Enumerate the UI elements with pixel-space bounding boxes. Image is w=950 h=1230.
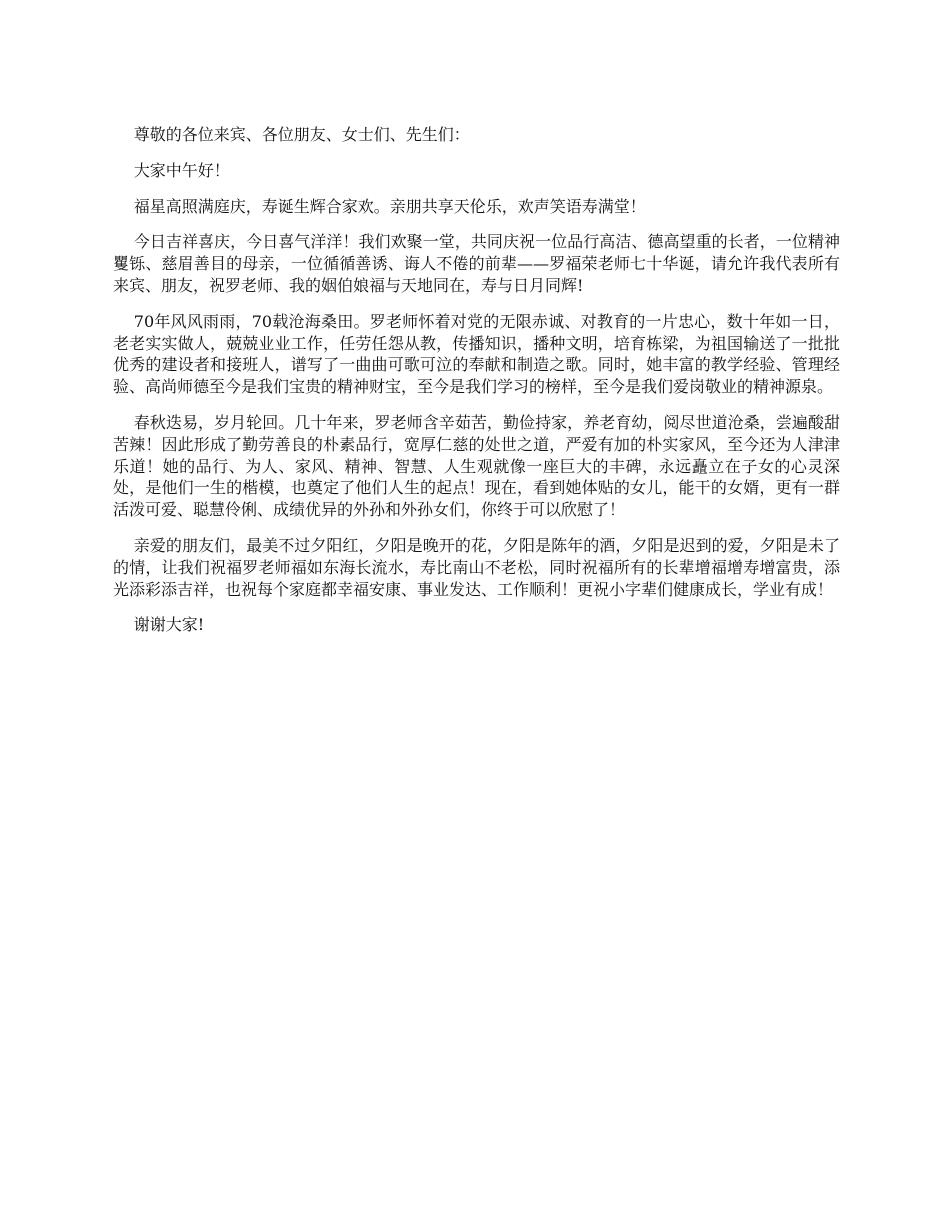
document-page: [113, 124, 840, 650]
salutation: 尊敬的各位来宾、各位朋友、女士们、先生们：: [133, 125, 470, 144]
body-paragraph: 亲爱的朋友们，最美不过夕阳红，夕阳是晚开的花，夕阳是陈年的酒，夕阳是迟到的爱，夕阳是未了的情，让我们祝福罗老师福如东海长流水，寿比南山不老松，同时祝福所有的长辈增福增寿增富贵，添光添彩添吉祥，也祝每个家庭都幸福安康、事业发达、工作顺利！更祝小字辈们健康成长，学业有成！: [113, 535, 840, 599]
body-paragraph: 今日吉祥喜庆，今日喜气洋洋！我们欢聚一堂，共同庆祝一位品行高洁、德高望重的长者，一位精神矍铄、慈眉善目的母亲，一位循循善诱、诲人不倦的前辈——罗福荣老师七十华诞，请允许我代表所有来宾、朋友，祝罗老师、我的姻伯娘福与天地同在，寿与日月同辉!: [113, 232, 840, 295]
closing: 谢谢大家!: [133, 615, 205, 635]
body-paragraph: 70年风风雨雨，70载沧海桑田。罗老师怀着对党的无限赤诚、对教育的一片忠心，数十年如一日，老老实实做人，兢兢业业工作，任劳任怨从教，传播知识，播种文明，培育栋梁，为祖国输送了一批批优秀的建设者和接班人，谱写了一曲曲可歌可泣的奉献和制造之歌。同时，她丰富的教学经验、管理经验、高尚师德至今是我们宝贵的精神财宝，至今是我们学习的榜样，至今是我们爱岗敬业的精神源泉。: [113, 311, 840, 397]
couplet: 福星高照满庭庆，寿诞生辉合家欢。亲朋共享天伦乐，欢声笑语寿满堂！: [133, 196, 646, 216]
body-paragraph: 春秋迭易，岁月轮回。几十年来，罗老师含辛茹苦，勤俭持家，养老育幼，阅尽世道沧桑，尝遍酸甜苦辣！因此形成了勤劳善良的朴素品行，宽厚仁慈的处世之道，严爱有加的朴实家风，至今还为人津津乐道！她的品行、为人、家风、精神、智慧、人生观就像一座巨大的丰碑，永远矗立在子女的心灵深处，是他们一生的楷模，也奠定了他们人生的起点！现在，看到她体贴的女儿，能干的女婿，更有一群活泼可爱、聪慧伶俐、成绩优异的外孙和外孙女们，你终于可以欣慰了！: [113, 412, 840, 520]
greeting: 大家中午好！: [133, 160, 230, 180]
